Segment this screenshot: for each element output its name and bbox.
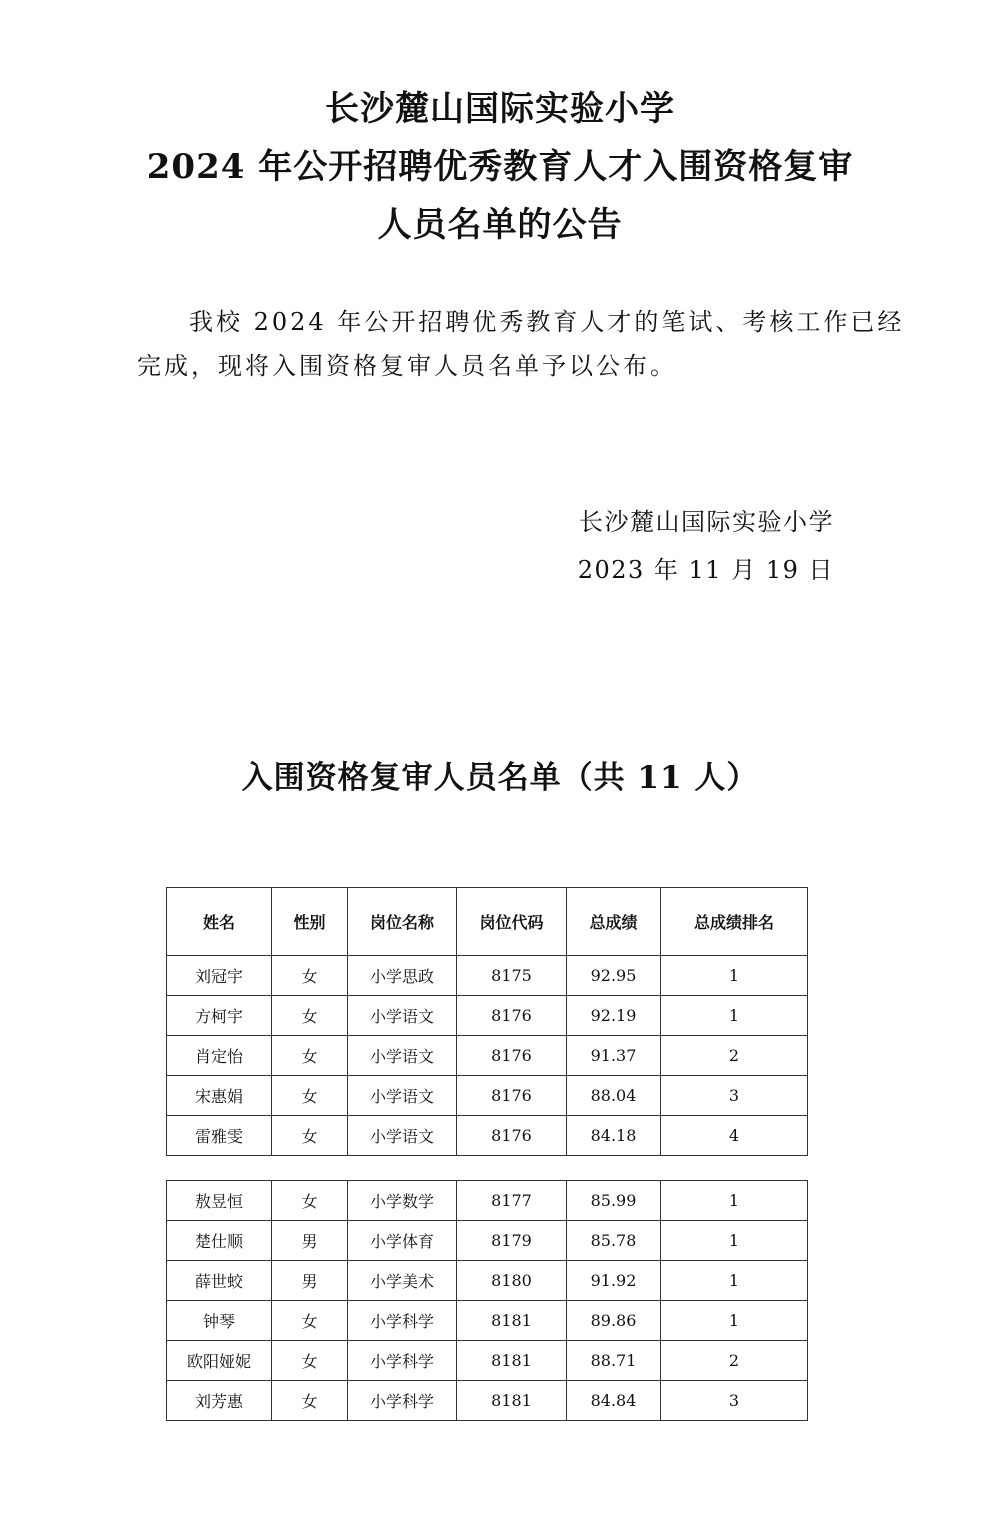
cell-total-score: 91.37	[567, 1036, 661, 1076]
cell-gender: 男	[272, 1261, 348, 1301]
cell-name: 刘芳惠	[167, 1381, 272, 1421]
cell-position-code: 8181	[457, 1381, 567, 1421]
header-gender: 性别	[272, 888, 348, 956]
cell-gender: 女	[272, 1381, 348, 1421]
cell-name: 楚仕顺	[167, 1221, 272, 1261]
cell-position-name: 小学数学	[348, 1181, 457, 1221]
cell-rank: 1	[661, 1261, 808, 1301]
header-total-score: 总成绩	[567, 888, 661, 956]
cell-rank: 1	[661, 956, 808, 996]
cell-gender: 女	[272, 1301, 348, 1341]
notice-line-2: 完成，现将入围资格复审人员名单予以公布。	[137, 352, 677, 380]
cell-position-code: 8176	[457, 1076, 567, 1116]
cell-position-code: 8175	[457, 956, 567, 996]
cell-rank: 2	[661, 1036, 808, 1076]
cell-name: 薛世蛟	[167, 1261, 272, 1301]
title-line-3: 人员名单的公告	[377, 205, 623, 245]
cell-position-code: 8177	[457, 1181, 567, 1221]
cell-name: 刘冠宇	[167, 956, 272, 996]
notice-line-1: 我校 2024 年公开招聘优秀教育人才的笔试、考核工作已经	[189, 308, 905, 336]
signature-block	[578, 498, 834, 594]
cell-name: 欧阳娅妮	[167, 1341, 272, 1381]
notice-paragraph	[137, 300, 905, 388]
cell-total-score: 92.19	[567, 996, 661, 1036]
cell-rank: 3	[661, 1076, 808, 1116]
header-name: 姓名	[167, 888, 272, 956]
cell-rank: 1	[661, 996, 808, 1036]
title-line-2: 2024 年公开招聘优秀教育人才入围资格复审	[146, 147, 854, 187]
cell-total-score: 84.18	[567, 1116, 661, 1156]
document-title	[0, 80, 1000, 254]
table-row	[167, 1381, 808, 1421]
cell-gender: 女	[272, 1076, 348, 1116]
table-row	[167, 1116, 808, 1156]
cell-total-score: 89.86	[567, 1301, 661, 1341]
table-body-group-1	[167, 956, 808, 1156]
cell-position-code: 8181	[457, 1301, 567, 1341]
cell-position-name: 小学语文	[348, 1036, 457, 1076]
cell-position-code: 8180	[457, 1261, 567, 1301]
cell-rank: 1	[661, 1221, 808, 1261]
cell-position-code: 8176	[457, 1036, 567, 1076]
cell-gender: 女	[272, 1116, 348, 1156]
table-row	[167, 1036, 808, 1076]
cell-position-name: 小学语文	[348, 1116, 457, 1156]
header-position-name: 岗位名称	[348, 888, 457, 956]
cell-name: 钟琴	[167, 1301, 272, 1341]
signature-date: 2023 年 11 月 19 日	[577, 556, 834, 584]
cell-total-score: 85.78	[567, 1221, 661, 1261]
title-line-1: 长沙麓山国际实验小学	[325, 89, 675, 129]
table-row	[167, 1301, 808, 1341]
table-row	[167, 1221, 808, 1261]
cell-position-code: 8181	[457, 1341, 567, 1381]
cell-name: 敖昱恒	[167, 1181, 272, 1221]
table-header-row	[167, 888, 808, 956]
cell-rank: 1	[661, 1181, 808, 1221]
header-position-code: 岗位代码	[457, 888, 567, 956]
cell-total-score: 88.04	[567, 1076, 661, 1116]
cell-gender: 男	[272, 1221, 348, 1261]
cell-position-name: 小学语文	[348, 996, 457, 1036]
cell-rank: 2	[661, 1341, 808, 1381]
cell-name: 宋惠娟	[167, 1076, 272, 1116]
table-row	[167, 1076, 808, 1116]
signature-school: 长沙麓山国际实验小学	[579, 508, 834, 536]
cell-position-name: 小学科学	[348, 1301, 457, 1341]
cell-total-score: 88.71	[567, 1341, 661, 1381]
table-body-group-2	[167, 1181, 808, 1421]
cell-rank: 1	[661, 1301, 808, 1341]
table-row	[167, 1341, 808, 1381]
cell-position-code: 8176	[457, 996, 567, 1036]
cell-position-name: 小学科学	[348, 1381, 457, 1421]
cell-total-score: 85.99	[567, 1181, 661, 1221]
table-row	[167, 1181, 808, 1221]
cell-name: 雷雅雯	[167, 1116, 272, 1156]
cell-rank: 3	[661, 1381, 808, 1421]
cell-gender: 女	[272, 1036, 348, 1076]
header-rank: 总成绩排名	[661, 888, 808, 956]
candidate-table-continued	[166, 1180, 808, 1421]
cell-gender: 女	[272, 996, 348, 1036]
list-title: 入围资格复审人员名单（共 11 人）	[241, 760, 759, 796]
cell-position-code: 8179	[457, 1221, 567, 1261]
table-row	[167, 956, 808, 996]
cell-position-name: 小学科学	[348, 1341, 457, 1381]
cell-total-score: 92.95	[567, 956, 661, 996]
cell-rank: 4	[661, 1116, 808, 1156]
cell-position-name: 小学体育	[348, 1221, 457, 1261]
cell-position-name: 小学思政	[348, 956, 457, 996]
cell-total-score: 84.84	[567, 1381, 661, 1421]
cell-gender: 女	[272, 1341, 348, 1381]
cell-gender: 女	[272, 956, 348, 996]
cell-name: 方柯宇	[167, 996, 272, 1036]
table-row	[167, 1261, 808, 1301]
cell-position-code: 8176	[457, 1116, 567, 1156]
cell-gender: 女	[272, 1181, 348, 1221]
cell-position-name: 小学美术	[348, 1261, 457, 1301]
candidate-table-main	[166, 887, 808, 1156]
table-row	[167, 996, 808, 1036]
cell-name: 肖定怡	[167, 1036, 272, 1076]
cell-position-name: 小学语文	[348, 1076, 457, 1116]
cell-total-score: 91.92	[567, 1261, 661, 1301]
